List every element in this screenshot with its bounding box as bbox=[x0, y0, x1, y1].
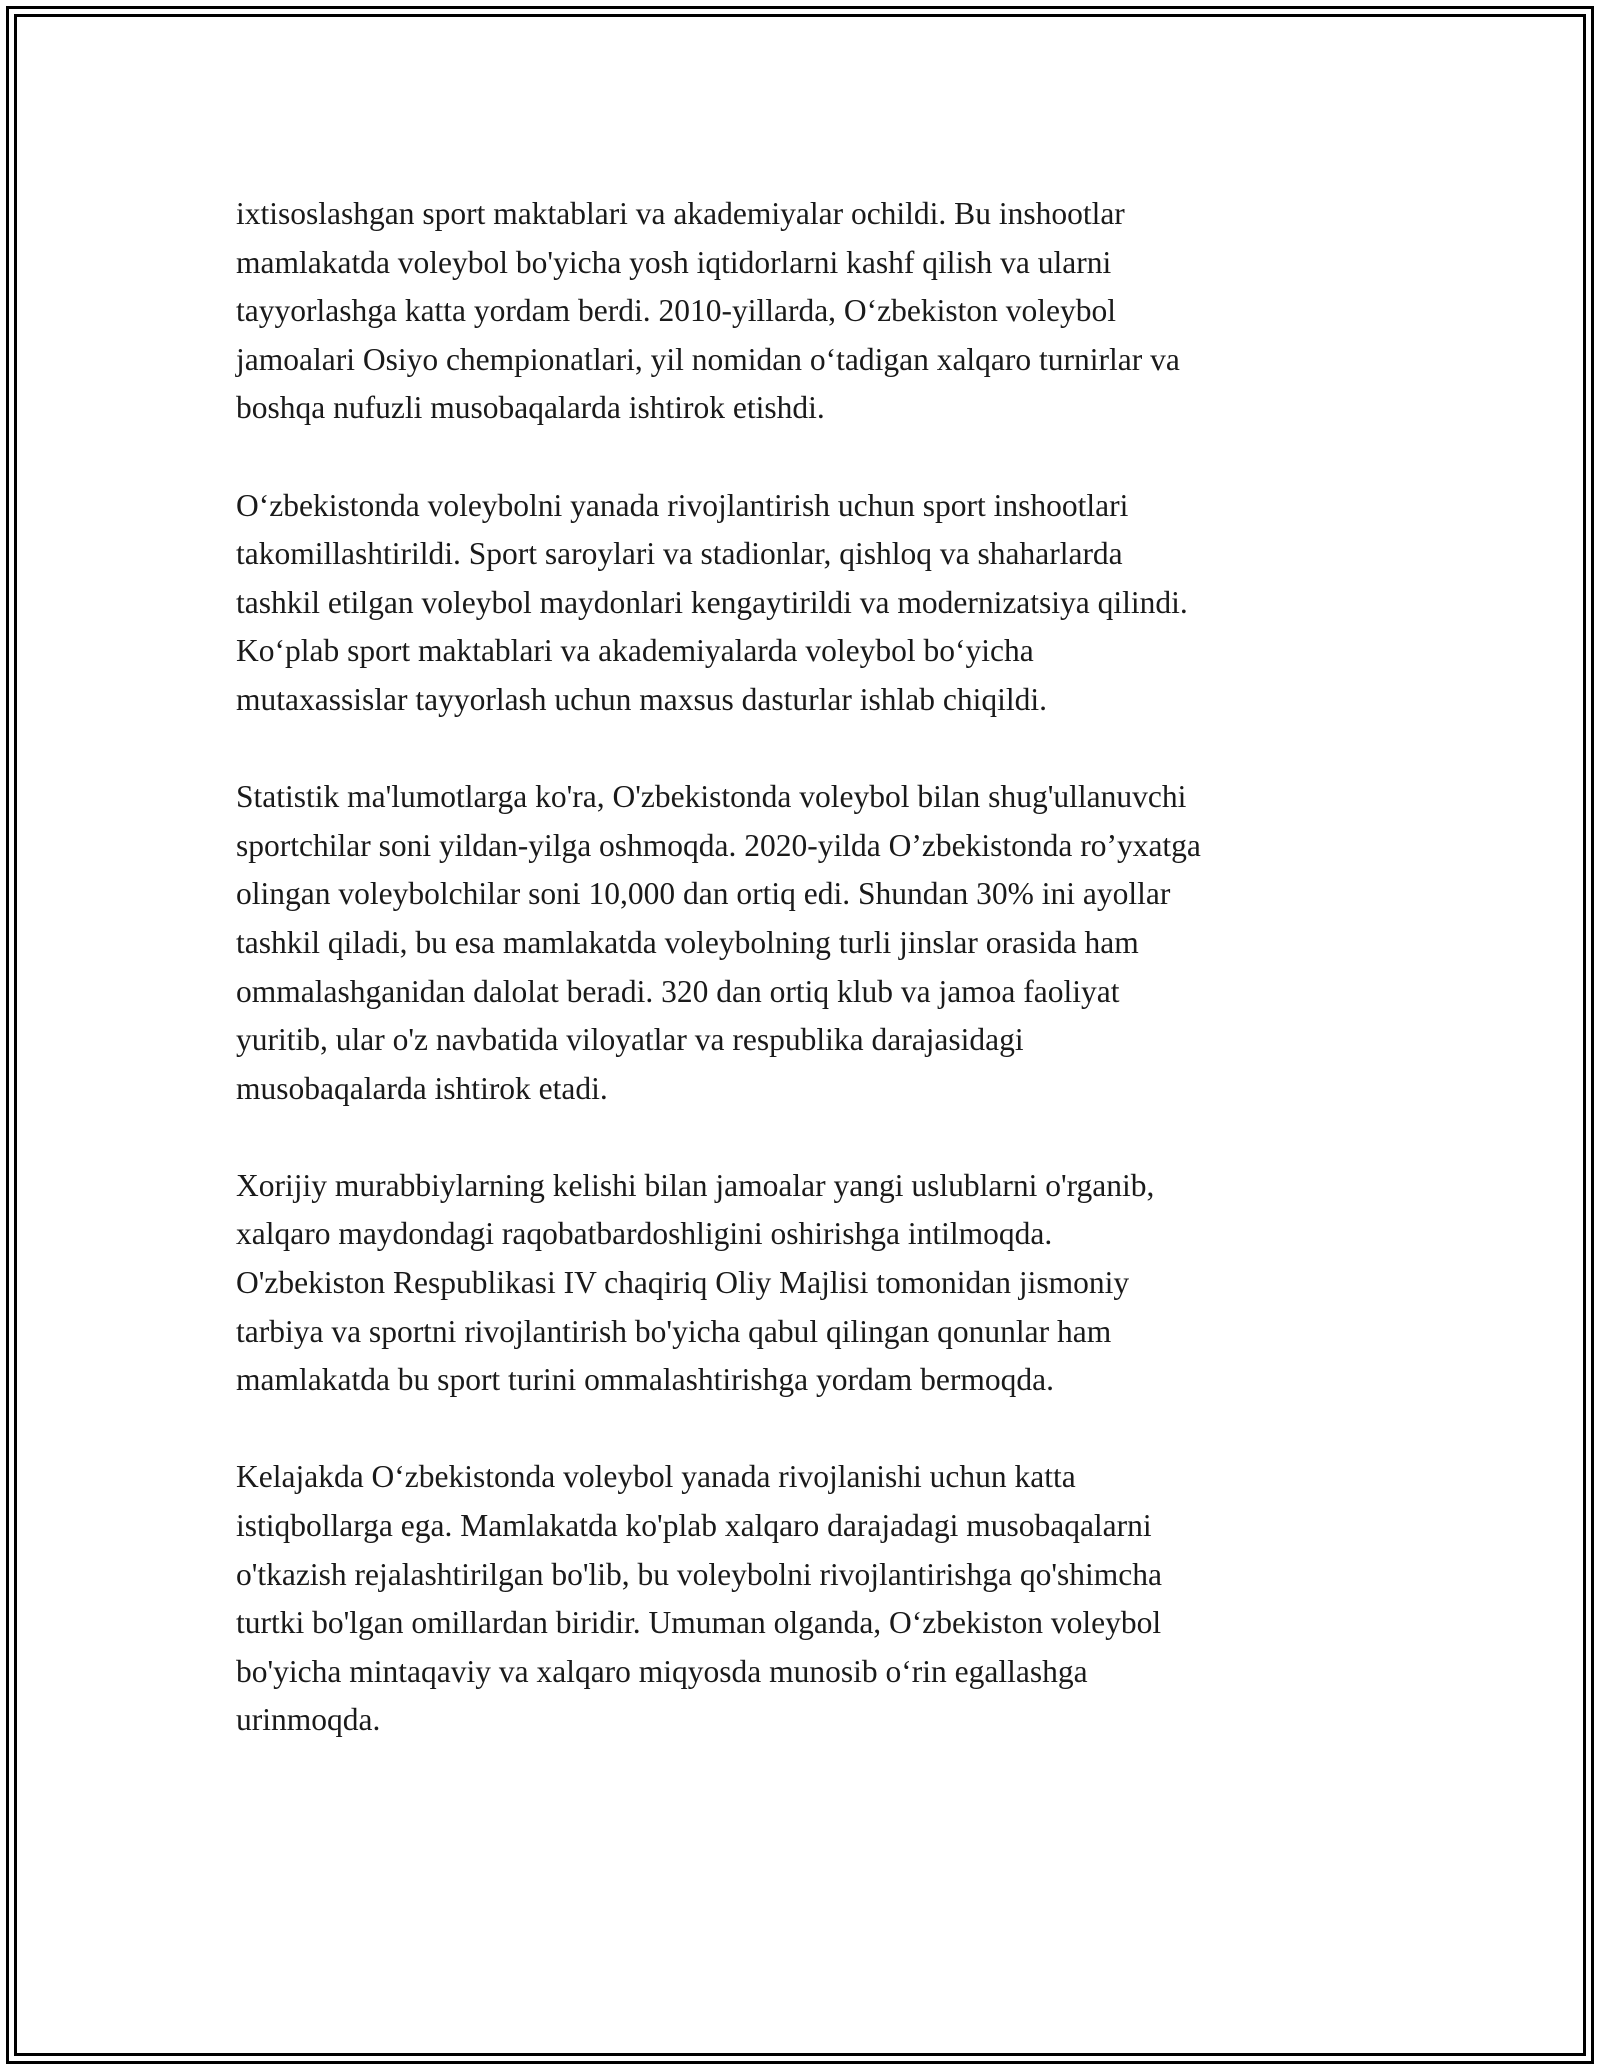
text-line: mutaxassislar tayyorlash uchun maxsus dasturlar ishlab chiqildi. bbox=[236, 681, 1047, 717]
text-line: tarbiya va sportni rivojlantirish bo'yicha qabul qilingan qonunlar ham bbox=[236, 1313, 1112, 1349]
text-line: turtki bo'lgan omillardan biridir. Umuman olganda, O‘zbekiston voleybol bbox=[236, 1605, 1162, 1641]
paragraph-3 bbox=[236, 773, 1366, 1113]
text-line: tayyorlashga katta yordam berdi. 2010-yillarda, O‘zbekiston voleybol bbox=[236, 293, 1117, 329]
text-line: ommalashganidan dalolat beradi. 320 dan ortiq klub va jamoa faoliyat bbox=[236, 973, 1120, 1009]
paragraph-1 bbox=[236, 190, 1366, 433]
text-line: Statistik ma'lumotlarga ko'ra, O'zbekistonda voleybol bilan shug'ullanuvchi bbox=[236, 779, 1187, 815]
text-line: o'tkazish rejalashtirilgan bo'lib, bu voleybolni rivojlantirishga qo'shimcha bbox=[236, 1556, 1162, 1592]
text-line: jamoalari Osiyo chempionatlari, yil nomidan o‘tadigan xalqaro turnirlar va bbox=[236, 341, 1180, 377]
paragraph-5 bbox=[236, 1453, 1366, 1745]
text-line: takomillashtirildi. Sport saroylari va stadionlar, qishloq va shaharlarda bbox=[236, 536, 1123, 572]
text-line: tashkil etilgan voleybol maydonlari kengaytirildi va modernizatsiya qilindi. bbox=[236, 584, 1188, 620]
text-line: bo'yicha mintaqaviy va xalqaro miqyosda munosib o‘rin egallashga bbox=[236, 1653, 1088, 1689]
text-line: mamlakatda voleybol bo'yicha yosh iqtidorlarni kashf qilish va ularni bbox=[236, 244, 1112, 280]
text-line: tashkil qiladi, bu esa mamlakatda voleybolning turli jinslar orasida ham bbox=[236, 924, 1139, 960]
paragraph-2 bbox=[236, 482, 1366, 725]
text-line: O‘zbekistonda voleybolni yanada rivojlantirish uchun sport inshootlari bbox=[236, 487, 1129, 523]
text-line: Ko‘plab sport maktablari va akademiyalarda voleybol bo‘yicha bbox=[236, 633, 1034, 669]
text-line: Kelajakda O‘zbekistonda voleybol yanada rivojlanishi uchun katta bbox=[236, 1459, 1076, 1495]
document-body bbox=[236, 190, 1366, 1794]
text-line: xalqaro maydondagi raqobatbardoshligini oshirishga intilmoqda. bbox=[236, 1216, 1053, 1252]
text-line: boshqa nufuzli musobaqalarda ishtirok etishdi. bbox=[236, 390, 825, 426]
text-line: istiqbollarga ega. Mamlakatda ko'plab xalqaro darajadagi musobaqalarni bbox=[236, 1508, 1152, 1544]
text-line: sportchilar soni yildan-yilga oshmoqda. 2020-yilda O’zbekistonda ro’yxatga bbox=[236, 827, 1201, 863]
text-line: urinmoqda. bbox=[236, 1702, 381, 1738]
text-line: yuritib, ular o'z navbatida viloyatlar va respublika darajasidagi bbox=[236, 1022, 1024, 1058]
text-line: musobaqalarda ishtirok etadi. bbox=[236, 1070, 608, 1106]
text-line: mamlakatda bu sport turini ommalashtirishga yordam bermoqda. bbox=[236, 1362, 1054, 1398]
text-line: Xorijiy murabbiylarning kelishi bilan jamoalar yangi uslublarni o'rganib, bbox=[236, 1167, 1155, 1203]
text-line: O'zbekiston Respublikasi IV chaqiriq Oliy Majlisi tomonidan jismoniy bbox=[236, 1265, 1130, 1301]
paragraph-4 bbox=[236, 1162, 1366, 1405]
text-line: olingan voleybolchilar soni 10,000 dan ortiq edi. Shundan 30% ini ayollar bbox=[236, 876, 1171, 912]
text-line: ixtisoslashgan sport maktablari va akademiyalar ochildi. Bu inshootlar bbox=[236, 196, 1125, 231]
